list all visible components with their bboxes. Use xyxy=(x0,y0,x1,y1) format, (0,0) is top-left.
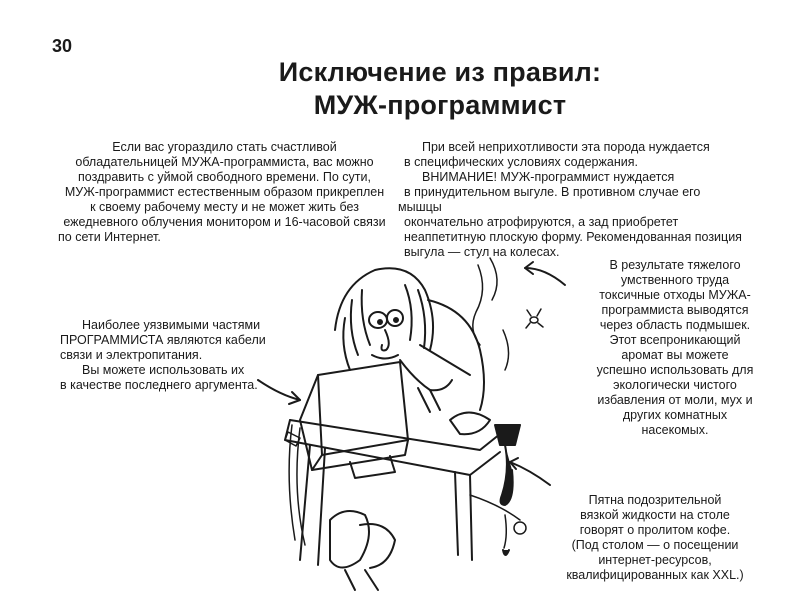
chair xyxy=(470,495,526,534)
care-line: При всей неприхотливости эта порода нуждается xyxy=(422,140,710,154)
arrow-to-armpit xyxy=(525,262,565,285)
arrow-to-cables xyxy=(258,380,300,404)
odor-lines xyxy=(473,258,509,370)
page-number: 30 xyxy=(52,36,73,56)
stains-line: (Под столом — о посещении xyxy=(571,538,739,552)
armpit-line: успешно использовать для xyxy=(596,363,754,377)
care-line: окончательно атрофируются, а зад приобретет xyxy=(404,215,679,229)
care-line: ВНИМАНИЕ! МУЖ-программист нуждается xyxy=(422,170,675,184)
armpit-line: программиста выводятся xyxy=(601,303,749,317)
armpit-line: В результате тяжелого xyxy=(609,258,741,272)
armpit-line: умственного труда xyxy=(620,273,730,287)
weak-line: ПРОГРАММИСТА являются кабели xyxy=(60,333,266,347)
weak-line: связи и электропитания. xyxy=(60,348,203,362)
fly-icon xyxy=(526,309,543,328)
armpit-line: других комнатных xyxy=(622,408,728,422)
stains-line: говорят о пролитом кофе. xyxy=(579,523,731,537)
intro-line: по сети Интернет. xyxy=(58,230,161,244)
stains-line: интернет-ресурсов, xyxy=(598,553,712,567)
arrow-to-stain xyxy=(510,458,550,485)
stains-line: квалифицированных как XXL.) xyxy=(566,568,744,582)
intro-line: к своему рабочему месту и не может жить без xyxy=(90,200,359,214)
title-line-2: МУЖ-программист xyxy=(313,90,567,120)
care-line: выгула — стул на колесах. xyxy=(404,245,560,259)
armpit-line: через область подмышек. xyxy=(599,318,751,332)
title-line-1: Исключение из правил: xyxy=(278,57,602,87)
intro-line: поздравить с уймой свободного времени. По сути, xyxy=(78,170,371,184)
weak-line: Вы можете использовать их xyxy=(82,363,245,377)
programmer-head xyxy=(335,268,433,370)
stains-line: вязкой жидкости на столе xyxy=(580,508,730,522)
coffee-cup-icon xyxy=(495,425,520,555)
armpit-line: насекомых. xyxy=(641,423,709,437)
programmer-feet xyxy=(330,511,395,590)
weak-line: в качестве последнего аргумента. xyxy=(60,378,258,392)
care-line: в специфических условиях содержания. xyxy=(404,155,638,169)
armpit-line: экологически чистого xyxy=(613,378,737,392)
armpit-line: токсичные отходы МУЖА- xyxy=(599,288,751,302)
weak-line: Наиболее уязвимыми частями xyxy=(82,318,261,332)
armpit-line: избавления от моли, мух и xyxy=(597,393,753,407)
intro-line: обладательницей МУЖА-программиста, вас можно xyxy=(75,155,374,169)
care-line: неаппетитную плоскую форму. Рекомендованная позиция xyxy=(404,230,742,244)
intro-line: Если вас угораздило стать счастливой xyxy=(112,140,337,154)
armpit-line: аромат вы можете xyxy=(621,348,729,362)
intro-line: МУЖ-программист естественным образом прикреплен xyxy=(64,185,385,199)
intro-line: ежедневного облучения монитором и 16-часовой связи xyxy=(63,215,386,229)
stains-line: Пятна подозрительной xyxy=(588,493,722,507)
armpit-line: Этот всепроникающий xyxy=(609,333,741,347)
care-line: в принудительном выгуле. В противном случае его мышцы xyxy=(398,185,701,214)
